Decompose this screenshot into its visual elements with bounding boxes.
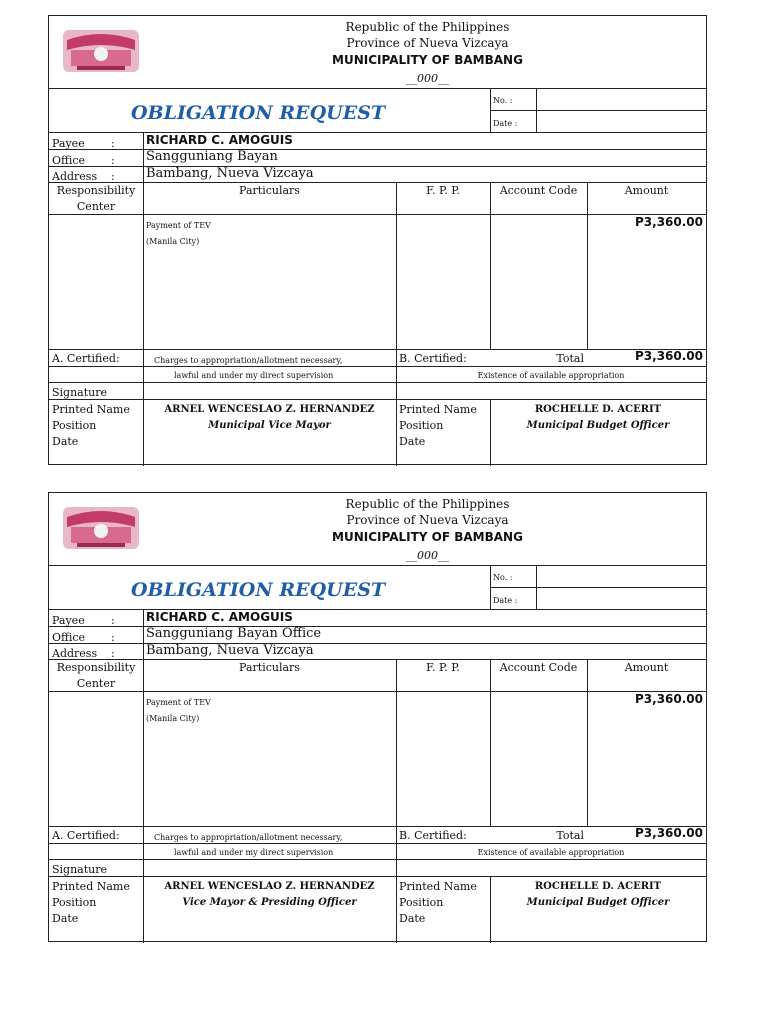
form-title: OBLIGATION REQUEST — [131, 102, 386, 124]
header-code: __000__ — [406, 72, 449, 85]
payee-colon: : — [111, 137, 115, 150]
amount-value: P3,360.00 — [634, 692, 703, 706]
signature-label: Signature — [52, 386, 108, 399]
a-certified-text-2: lawful and under my direct supervision — [174, 848, 334, 857]
header-republic: Republic of the Philippines — [345, 497, 510, 511]
a-position: Municipal Vice Mayor — [208, 420, 331, 431]
signature-b-field[interactable] — [397, 860, 706, 875]
a-certified-text-1: Charges to appropriation/allotment necessary, — [154, 833, 343, 842]
position-label: Position — [52, 419, 97, 432]
municipal-seal-logo — [61, 26, 141, 76]
header-municipality: MUNICIPALITY OF BAMBANG — [332, 53, 523, 67]
total-value: P3,360.00 — [634, 349, 703, 363]
date-label: Date : — [493, 119, 518, 128]
signature-a-field[interactable] — [144, 860, 395, 875]
total-label: Total — [556, 829, 584, 842]
b-position: Municipal Budget Officer — [526, 420, 670, 431]
payee-colon: : — [111, 614, 115, 627]
b-printed-name: ROCHELLE D. ACERIT — [534, 404, 662, 415]
no-label: No. : — [493, 573, 513, 582]
signature-label: Signature — [52, 863, 108, 876]
printed-name-label: Printed Name — [52, 403, 130, 416]
header-province: Province of Nueva Vizcaya — [346, 513, 509, 527]
printed-name-label: Printed Name — [52, 880, 130, 893]
payee-label: Payee — [52, 137, 85, 150]
office-label: Office — [52, 631, 86, 644]
particulars-line-2: (Manila City) — [146, 237, 200, 246]
address-label: Address — [52, 647, 98, 660]
municipal-seal-logo — [61, 503, 141, 553]
col-resp-1: Responsibility — [56, 661, 136, 674]
col-account-code: Account Code — [499, 184, 578, 197]
address-colon: : — [111, 170, 115, 183]
b-certified-text: Existence of available appropriation — [477, 848, 625, 857]
a-certified-text-1: Charges to appropriation/allotment necessary, — [154, 356, 343, 365]
a-position: Vice Mayor & Presiding Officer — [182, 897, 357, 908]
office-value: Sangguniang Bayan Office — [146, 626, 322, 641]
total-value: P3,360.00 — [634, 826, 703, 840]
office-value: Sangguniang Bayan — [146, 149, 278, 164]
b-position-label: Position — [399, 896, 444, 909]
a-printed-name: ARNEL WENCESLAO Z. HERNANDEZ — [164, 881, 375, 892]
amount-value: P3,360.00 — [634, 215, 703, 229]
a-printed-name: ARNEL WENCESLAO Z. HERNANDEZ — [164, 404, 375, 415]
payee-value: RICHARD C. AMOGUIS — [146, 610, 293, 624]
signature-a-field[interactable] — [144, 383, 395, 398]
b-printed-name: ROCHELLE D. ACERIT — [534, 881, 662, 892]
address-value: Bambang, Nueva Vizcaya — [146, 643, 314, 658]
b-certified-text: Existence of available appropriation — [477, 371, 625, 380]
b-position-label: Position — [399, 419, 444, 432]
header-code: __000__ — [406, 549, 449, 562]
payee-value: RICHARD C. AMOGUIS — [146, 133, 293, 147]
col-fpp: F. P. P. — [426, 661, 460, 674]
col-amount: Amount — [624, 184, 669, 197]
obligation-request-form-2 — [48, 492, 707, 942]
date-row-label: Date — [52, 912, 79, 925]
b-date-label: Date — [399, 912, 426, 925]
col-resp-2: Center — [76, 200, 116, 213]
office-colon: : — [111, 154, 115, 167]
header-republic: Republic of the Philippines — [345, 20, 510, 34]
a-certified-text-2: lawful and under my direct supervision — [174, 371, 334, 380]
signature-b-field[interactable] — [397, 383, 706, 398]
col-particulars: Particulars — [239, 661, 300, 674]
particulars-line-1: Payment of TEV — [146, 698, 211, 707]
col-resp-2: Center — [76, 677, 116, 690]
col-amount: Amount — [624, 661, 669, 674]
b-printed-name-label: Printed Name — [399, 880, 477, 893]
date-row-label: Date — [52, 435, 79, 448]
col-fpp: F. P. P. — [426, 184, 460, 197]
particulars-line-1: Payment of TEV — [146, 221, 211, 230]
b-position: Municipal Budget Officer — [526, 897, 670, 908]
col-particulars: Particulars — [239, 184, 300, 197]
col-account-code: Account Code — [499, 661, 578, 674]
particulars-line-2: (Manila City) — [146, 714, 200, 723]
total-label: Total — [556, 352, 584, 365]
office-colon: : — [111, 631, 115, 644]
b-certified-label: B. Certified: — [399, 352, 467, 365]
b-certified-label: B. Certified: — [399, 829, 467, 842]
address-value: Bambang, Nueva Vizcaya — [146, 166, 314, 181]
office-label: Office — [52, 154, 86, 167]
obligation-request-form-1 — [48, 15, 707, 465]
a-certified-label: A. Certified: — [52, 352, 120, 365]
form-title: OBLIGATION REQUEST — [131, 579, 386, 601]
position-label: Position — [52, 896, 97, 909]
payee-label: Payee — [52, 614, 85, 627]
address-colon: : — [111, 647, 115, 660]
address-label: Address — [52, 170, 98, 183]
date-label: Date : — [493, 596, 518, 605]
b-date-label: Date — [399, 435, 426, 448]
header-municipality: MUNICIPALITY OF BAMBANG — [332, 530, 523, 544]
col-resp-1: Responsibility — [56, 184, 136, 197]
no-label: No. : — [493, 96, 513, 105]
b-printed-name-label: Printed Name — [399, 403, 477, 416]
header-province: Province of Nueva Vizcaya — [346, 36, 509, 50]
a-certified-label: A. Certified: — [52, 829, 120, 842]
